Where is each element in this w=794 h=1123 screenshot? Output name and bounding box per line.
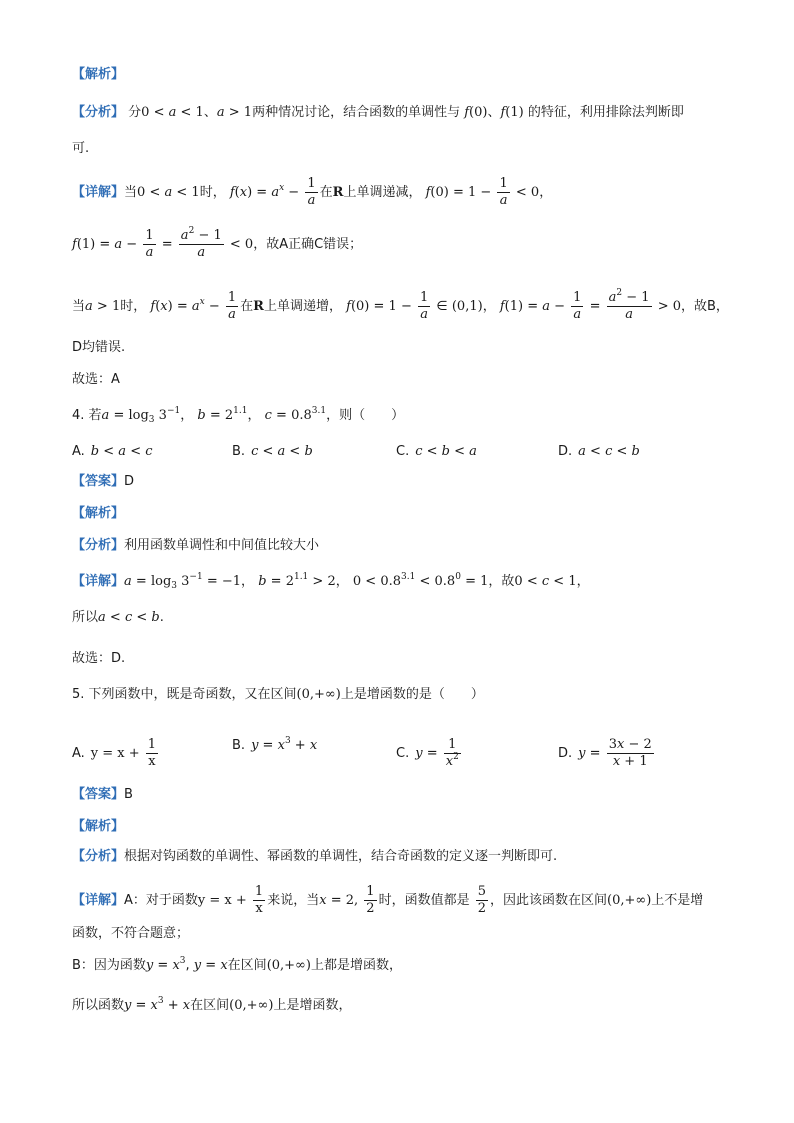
q4-analysis: [72, 537, 319, 555]
q5-analysis-label: 【分析】: [72, 849, 125, 864]
q5-detail-1-cont: 函数，不符合题意；: [72, 926, 190, 941]
section-label-analysis: 【解析】: [72, 67, 125, 82]
detail-line-2: f(1) = a − $\frac{1}{a}$ = $\frac{a^2 - 1}{a}$ < 0，故A正确C错误；: [72, 226, 363, 260]
q4-answer-label: 【答案】: [72, 474, 125, 489]
analysis-label: 【分析】: [72, 105, 125, 120]
q4-analysis-label: 【分析】: [72, 538, 125, 553]
q5-answer-value: B: [124, 787, 133, 802]
q5-answer-label: 【答案】: [72, 787, 125, 802]
q5-detail-2: B：因为函数$y = x^3$, y = x在区间(0,+∞)上都是增函数，: [72, 956, 402, 973]
q4-answer-value: D: [124, 474, 135, 489]
q4-detail-2: 所以a < c < b.: [72, 610, 164, 625]
detail-label: 【详解】: [72, 185, 125, 200]
q4-option-a: A. b < a < c: [72, 444, 153, 459]
q4-detail-label: 【详解】: [72, 574, 125, 589]
choice-line: 故选：A: [72, 372, 120, 387]
q5-analysis-text: 根据对钩函数的单调性、幂函数的单调性，结合奇函数的定义逐一判断即可.: [124, 849, 558, 864]
detail-line-4: D均错误.: [72, 340, 126, 355]
q4-option-d: D. a < c < b: [558, 444, 640, 459]
q5-option-c: C. y = $\frac{1}{x^2}$: [396, 737, 459, 769]
q4-option-b: B. c < a < b: [232, 444, 313, 459]
analysis-paragraph: 【分析】 分0 < a < 1、a > 1两种情况讨论，结合函数的单调性与 f(0)、f(1) 的特征，利用排除法判断即: [72, 105, 684, 120]
q5-option-a: A. y = x + $\frac{1}{x}$: [72, 737, 157, 769]
q5-option-b: B. $y = x^3 + x$: [232, 736, 318, 753]
q4-option-c: C. c < b < a: [396, 444, 477, 459]
detail-line-1: 【详解】当0 < a < 1时， $f(x) = a^x$ − $\frac{1}{a}$ 在R上单调递减， f(0) = 1 − $\frac{1}{a}$ < 0，: [72, 176, 553, 208]
q5-detail-3: 所以函数$y = x^3 + x$在区间(0,+∞)上是增函数，: [72, 996, 352, 1013]
q4-choice: 故选：D.: [72, 651, 126, 666]
detail-line-3: 当a > 1时， $f(x) = a^x$ − $\frac{1}{a}$ 在R上单调递增， f(0) = 1 − $\frac{1}{a}$ ∈ (0,1)， f(1) = a − $\frac{1}{a}$ = $\frac{a^2 - 1}{a}$ > 0，故B，: [72, 288, 729, 322]
q4-detail-1: 【详解】$a = \log_3 3^{-1} = -1$， $b = 2^{1.1} > 2$， $0 < 0.8^{3.1} < 0.8^0 = 1$，故0 < c < 1，: [72, 572, 590, 591]
q4-section-label-analysis: 【解析】: [72, 506, 125, 521]
q5-detail-1: 【详解】A：对于函数y = x + $\frac{1}{x}$ 来说，当x = 2, $\frac{1}{2}$ 时，函数值都是 $\frac{5}{2}$ ，因此该函数在区间(0,+∞)上不是增: [72, 884, 704, 916]
q5-detail-label: 【详解】: [72, 893, 125, 908]
q5-answer: [72, 786, 133, 804]
question-4: 4. 若$a = \log_3 3^{-1}$， $b = 2^{1.1}$， $c = 0.8^{3.1}$，则（ ）: [72, 406, 405, 425]
question-5: 5. 下列函数中，既是奇函数，又在区间(0,+∞)上是增函数的是（ ）: [72, 687, 484, 702]
analysis-paragraph-cont: 可.: [72, 141, 90, 156]
q4-answer: [72, 473, 134, 491]
q5-option-d: D. y = $\frac{3x - 2}{x + 1}$: [558, 737, 652, 769]
q5-section-label-analysis: 【解析】: [72, 819, 125, 834]
q4-analysis-text: 利用函数单调性和中间值比较大小: [124, 538, 320, 553]
q5-analysis: [72, 848, 557, 866]
